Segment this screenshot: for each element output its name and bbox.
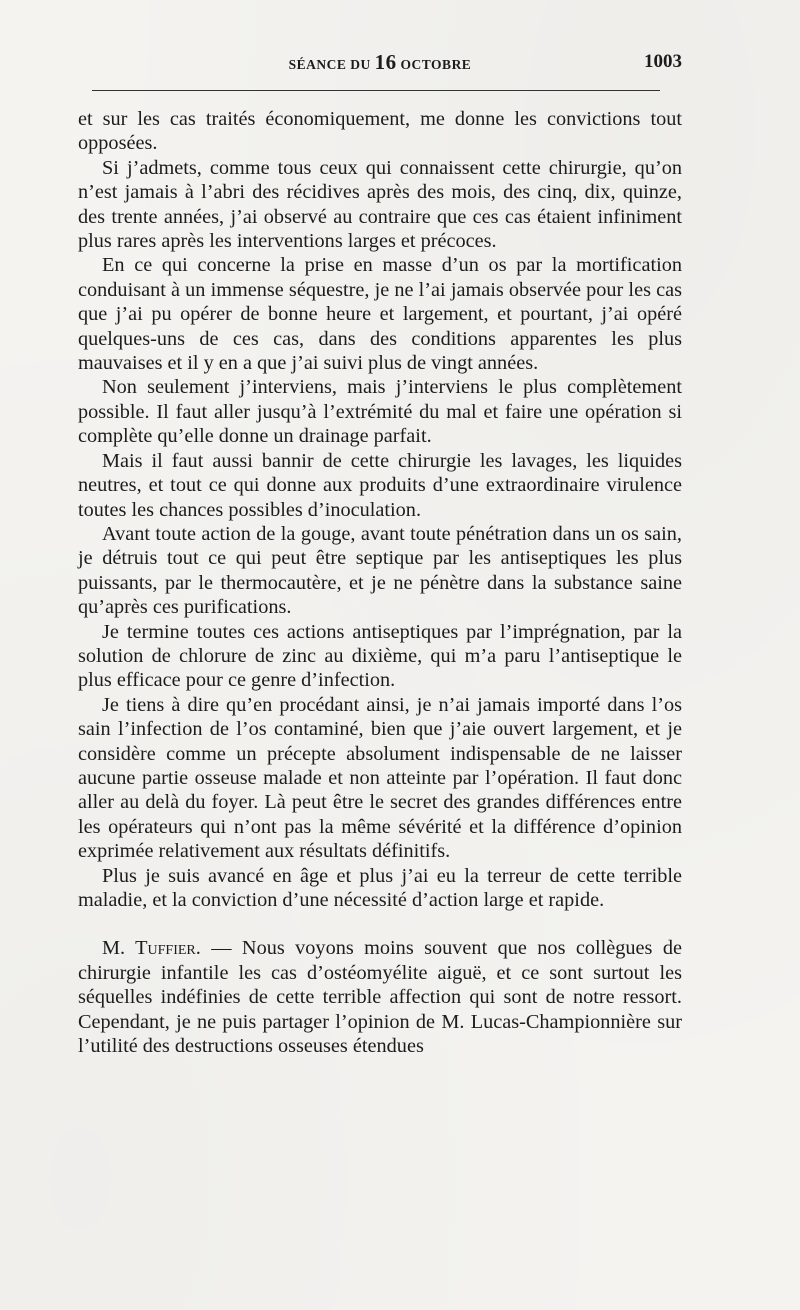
page-number: 1003	[644, 51, 682, 72]
paragraph: Je termine toutes ces actions antiseptiques par l’imprégnation, par la solution de chlorure de zinc au dixième, qui m’a paru l’antiseptique le plus efficace pour ce genre d’infection.	[78, 620, 682, 692]
running-title-day: 16	[374, 50, 397, 74]
running-title	[78, 50, 682, 77]
running-head	[78, 50, 682, 76]
header-rule	[92, 90, 660, 91]
speaker-text: — Nous voyons moins souvent que nos collègues de chirurgie infantile les cas d’ostéomyélite aiguë, et ce sont surtout les séquelles indéfinies de cette terrible affection qui sont de notre ressort. Cependant, je ne puis partager l’opinion de M. Lucas-Championnière sur l’utilité des destructions osseuses étendues	[78, 937, 682, 1058]
paragraph: Si j’admets, comme tous ceux qui connaissent cette chirurgie, qu’on n’est jamais à l’abri des récidives après des mois, des cinq, dix, quinze, des trente années, j’ai observé au contraire que ces cas étaient infiniment plus rares après les interventions larges et précoces.	[78, 156, 682, 253]
speaker-name: M. Tuffier.	[102, 937, 201, 960]
paragraph: Non seulement j’interviens, mais j’interviens le plus complètement possible. Il faut aller jusqu’à l’extrémité du mal et faire une opération si complète qu’elle donne un drainage parfait.	[78, 376, 682, 448]
paragraph: Mais il faut aussi bannir de cette chirurgie les lavages, les liquides neutres, et tout ce qui donne aux produits d’une extraordinaire virulence toutes les chances possibles d’inoculation.	[78, 449, 682, 521]
running-title-prefix: SÉANCE DU	[288, 57, 375, 72]
paragraph-continuation: et sur les cas traités économiquement, me donne les convictions tout opposées.	[78, 108, 682, 155]
paragraph: En ce qui concerne la prise en masse d’un os par la mortification conduisant à un immense séquestre, je ne l’ai jamais observée pour les cas que j’ai pu opérer de bonne heure et largement, et pourtant, j’ai opéré quelques-uns de ces cas, dans des conditions apparentes les plus mauvaises et il y en a que j’ai suivi plus de vingt années.	[78, 254, 682, 375]
paragraph: Plus je suis avancé en âge et plus j’ai eu la terreur de cette terrible maladie, et la conviction d’une nécessité d’action large et rapide.	[78, 864, 682, 911]
paragraph: Avant toute action de la gouge, avant toute pénétration dans un os sain, je détruis tout ce qui peut être septique par les antiseptiques les plus puissants, par le thermocautère, et je ne pénètre dans la substance saine qu’après ces purifications.	[78, 522, 682, 619]
page-body	[78, 107, 682, 1058]
running-title-month: OCTOBRE	[396, 57, 472, 72]
paragraph: Je tiens à dire qu’en procédant ainsi, je n’ai jamais importé dans l’os sain l’infection de l’os contaminé, bien que j’aie ouvert largement, et je considère comme un précepte absolument indispensable de ne laisser aucune partie osseuse malade et non atteinte par l’opération. Il faut donc aller au delà du foyer. Là peut être le secret des grandes différences entre les opérateurs qui n’ont pas la même sévérité et la différence d’opinion exprimée relativement aux résultats définitifs.	[78, 693, 682, 863]
speaker-paragraph	[78, 936, 682, 1058]
